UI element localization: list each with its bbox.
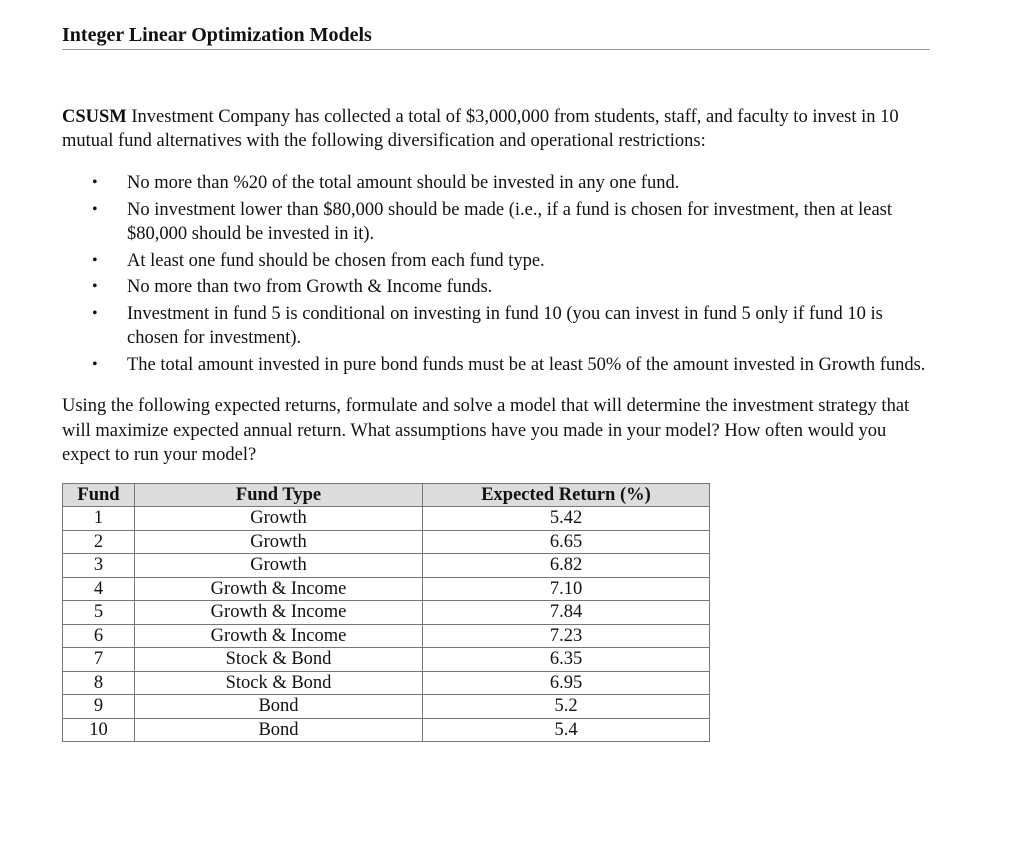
return-cell: 5.42 xyxy=(423,507,710,531)
fund-cell: 2 xyxy=(63,530,135,554)
fund-type-cell: Growth xyxy=(135,554,423,578)
fund-type-cell: Growth & Income xyxy=(135,624,423,648)
fund-cell: 7 xyxy=(63,648,135,672)
fund-cell: 4 xyxy=(63,577,135,601)
fund-cell: 6 xyxy=(63,624,135,648)
fund-type-cell: Bond xyxy=(135,718,423,742)
return-cell: 6.95 xyxy=(423,671,710,695)
fund-type-cell: Growth xyxy=(135,530,423,554)
fund-type-cell: Growth xyxy=(135,507,423,531)
table-row xyxy=(63,554,710,578)
fund-cell: 8 xyxy=(63,671,135,695)
return-cell: 6.65 xyxy=(423,530,710,554)
restriction-text: No more than %20 of the total amount should be invested in any one fund. xyxy=(127,173,680,193)
restriction-item xyxy=(62,302,932,351)
restrictions-list xyxy=(62,171,932,377)
table-row xyxy=(63,671,710,695)
header-fund: Fund xyxy=(63,483,135,507)
company-name: CSUSM xyxy=(62,107,127,127)
section-heading: Integer Linear Optimization Models xyxy=(62,24,372,46)
fund-cell: 3 xyxy=(63,554,135,578)
bullet-icon: • xyxy=(92,355,98,373)
restriction-item xyxy=(62,353,932,378)
return-cell: 6.82 xyxy=(423,554,710,578)
restriction-item xyxy=(62,275,932,300)
return-cell: 7.23 xyxy=(423,624,710,648)
table-row xyxy=(63,624,710,648)
fund-type-cell: Bond xyxy=(135,695,423,719)
fund-type-cell: Stock & Bond xyxy=(135,648,423,672)
restriction-text: No investment lower than $80,000 should be made (i.e., if a fund is chosen for investment, then at least $80,000 should be invested in it). xyxy=(127,199,893,244)
fund-cell: 9 xyxy=(63,695,135,719)
restriction-text: The total amount invested in pure bond funds must be at least 50% of the amount invested in Growth funds. xyxy=(127,354,926,375)
table-header-row xyxy=(63,483,710,507)
restriction-text: At least one fund should be chosen from each fund type. xyxy=(127,250,545,271)
fund-type-cell: Growth & Income xyxy=(135,577,423,601)
return-cell: 5.2 xyxy=(423,695,710,719)
return-cell: 6.35 xyxy=(423,648,710,672)
table-row xyxy=(63,577,710,601)
bullet-icon: • xyxy=(92,251,98,269)
table-row xyxy=(63,648,710,672)
bullet-icon: • xyxy=(92,278,98,295)
document-page xyxy=(62,22,932,742)
question-paragraph: Using the following expected returns, formulate and solve a model that will determine the investment strategy that will maximize expected annual return. What assumptions have you made in your model? How often would you expect to run your model? xyxy=(62,396,910,465)
intro-paragraph xyxy=(62,105,932,153)
header-fund-type: Fund Type xyxy=(135,483,423,507)
fund-type-cell: Stock & Bond xyxy=(135,671,423,695)
return-cell: 5.4 xyxy=(423,718,710,742)
table-row xyxy=(63,601,710,625)
heading-rule xyxy=(62,49,930,50)
fund-type-cell: Growth & Income xyxy=(135,601,423,625)
table-row xyxy=(63,507,710,531)
restriction-item xyxy=(62,198,932,247)
return-cell: 7.84 xyxy=(423,601,710,625)
return-cell: 7.10 xyxy=(423,577,710,601)
bullet-icon: • xyxy=(92,174,98,191)
table-row xyxy=(63,530,710,554)
fund-cell: 5 xyxy=(63,601,135,625)
intro-text: Investment Company has collected a total of $3,000,000 from students, staff, and faculty to invest in 10 mutual fund alternatives with the following diversification and operational restrictions: xyxy=(62,107,899,151)
restriction-item xyxy=(62,249,932,274)
fund-cell: 10 xyxy=(63,718,135,742)
header-expected-return: Expected Return (%) xyxy=(423,483,710,507)
table-row xyxy=(63,695,710,719)
fund-cell: 1 xyxy=(63,507,135,531)
bullet-icon: • xyxy=(92,200,98,218)
restriction-text: No more than two from Growth & Income funds. xyxy=(127,277,493,297)
restriction-text: Investment in fund 5 is conditional on investing in fund 10 (you can invest in fund 5 only if fund 10 is chosen for investment). xyxy=(127,303,883,348)
bullet-icon: • xyxy=(92,304,98,322)
restriction-item xyxy=(62,171,932,196)
table-row xyxy=(63,718,710,742)
fund-returns-table xyxy=(62,483,710,743)
